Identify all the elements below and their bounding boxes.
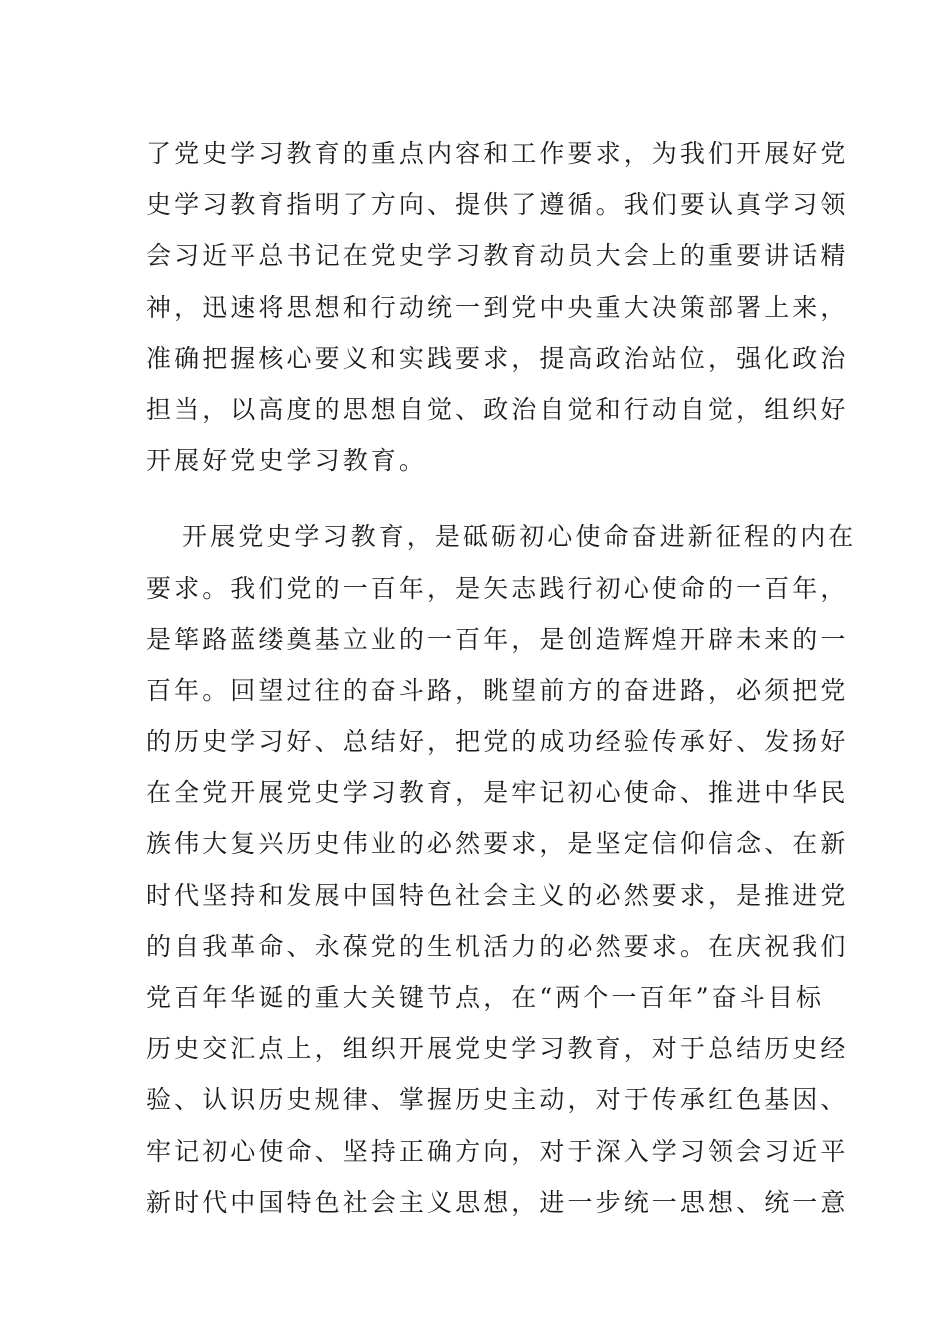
text-line: 会习近平总书记在党史学习教育动员大会上的重要讲话精 (146, 241, 849, 271)
paragraph-2 (146, 511, 857, 1228)
text-line: 历史交汇点上，组织开展党史学习教育，对于总结历史经 (146, 1034, 849, 1064)
text-line: 开展好党史学习教育。 (146, 446, 428, 476)
text-line: 新时代中国特色社会主义思想，进一步统一思想、统一意 (146, 1187, 849, 1217)
paragraph-spacing (146, 486, 806, 511)
text-line: 党百年华诞的重大关键节点，在“两个一百年”奋斗目标 (146, 983, 825, 1012)
text-line: 在全党开展党史学习教育，是牢记初心使命、推进中华民 (146, 778, 849, 808)
text-line: 担当，以高度的思想自觉、政治自觉和行动自觉，组织好 (146, 394, 849, 424)
text-line: 要求。我们党的一百年，是矢志践行初心使命的一百年， (146, 573, 849, 603)
text-line: 族伟大复兴历史伟业的必然要求，是坚定信仰信念、在新 (146, 829, 849, 859)
paragraph-1 (146, 128, 849, 486)
text-line: 验、认识历史规律、掌握历史主动，对于传承红色基因、 (146, 1085, 849, 1115)
text-line: 准确把握核心要义和实践要求，提高政治站位，强化政治 (146, 343, 849, 373)
text-line: 牢记初心使命、坚持正确方向，对于深入学习领会习近平 (146, 1136, 849, 1166)
text-line: 的自我革命、永葆党的生机活力的必然要求。在庆祝我们 (146, 931, 849, 961)
text-line: 史学习教育指明了方向、提供了遵循。我们要认真学习领 (146, 190, 849, 220)
text-line: 百年。回望过往的奋斗路，眺望前方的奋进路，必须把党 (146, 675, 849, 705)
text-line: 是筚路蓝缕奠基立业的一百年，是创造辉煌开辟未来的一 (146, 624, 849, 654)
text-line: 了党史学习教育的重点内容和工作要求，为我们开展好党 (146, 139, 849, 168)
text-line: 时代坚持和发展中国特色社会主义的必然要求，是推进党 (146, 880, 849, 910)
text-line: 的历史学习好、总结好，把党的成功经验传承好、发扬好 (146, 727, 849, 757)
text-line-indented: 开展党史学习教育，是砥砺初心使命奋进新征程的内在 (182, 522, 857, 552)
body-text (146, 128, 857, 1228)
text-line: 神，迅速将思想和行动统一到党中央重大决策部署上来， (146, 292, 849, 322)
